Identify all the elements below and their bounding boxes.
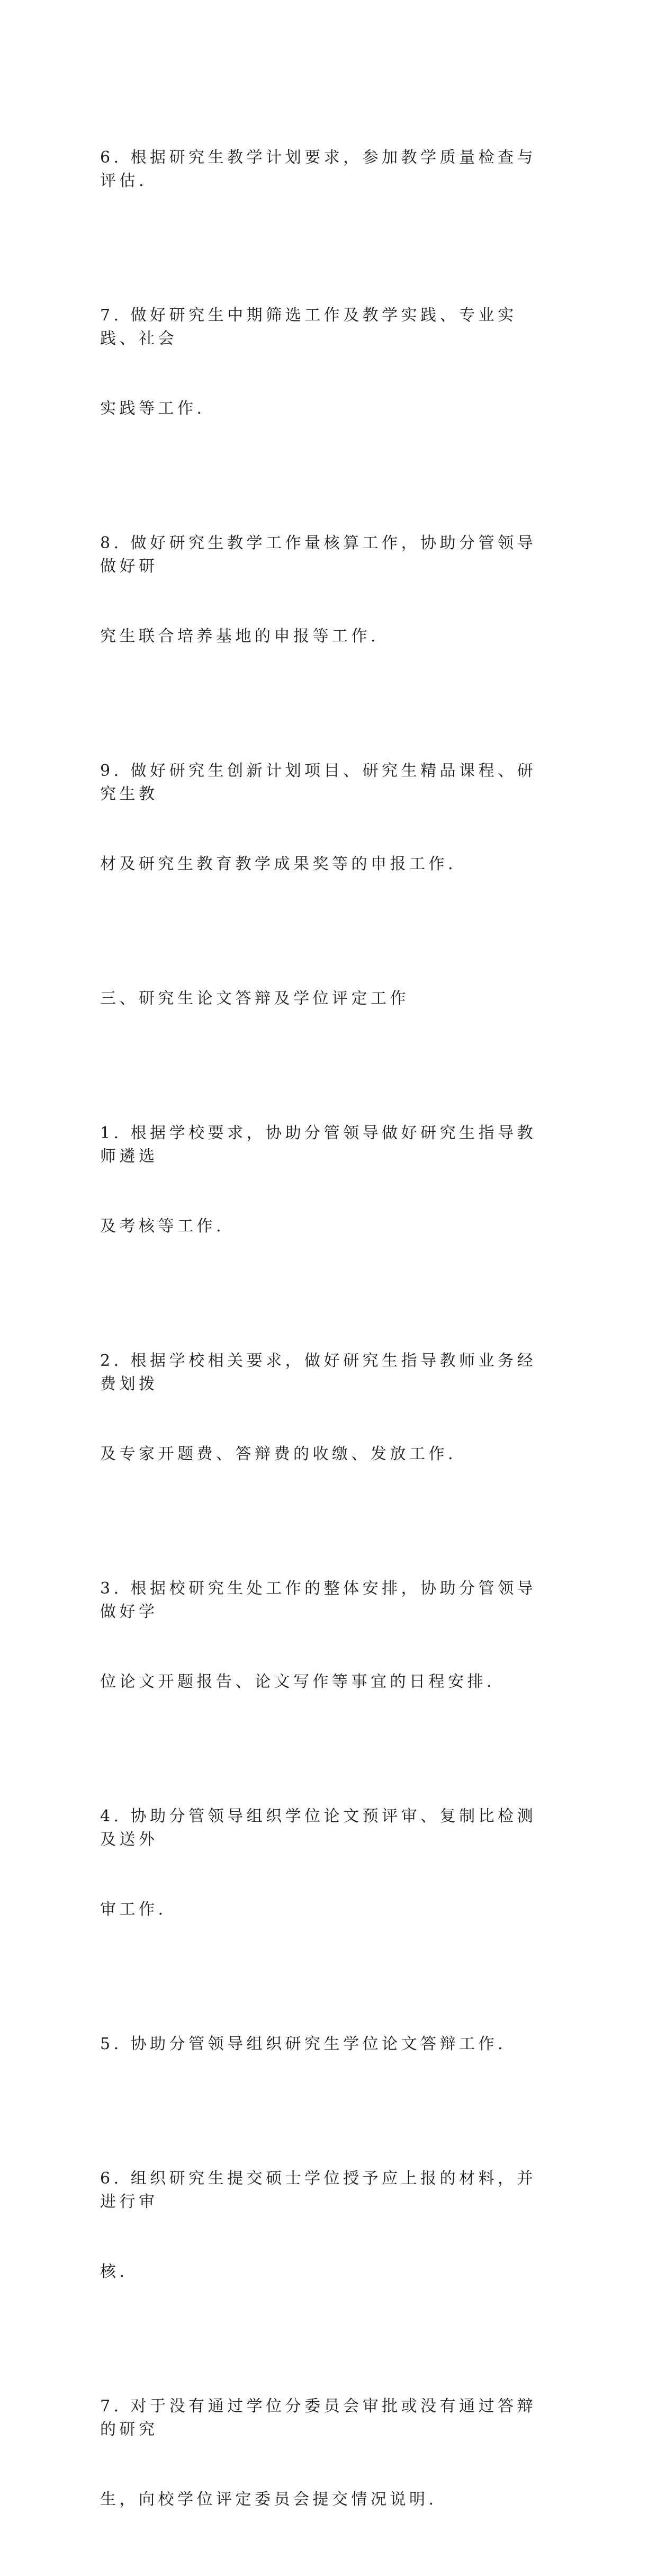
paragraph-line: 1. 根据学校要求，协助分管领导做好研究生指导教师遴选 [100,1124,537,1166]
paragraph-line: 及考核等工作. [100,1217,225,1236]
paragraph-line: 8. 做好研究生教学工作量核算工作，协助分管领导做好研 [100,534,537,576]
paragraph-line: 6. 根据研究生教学计划要求，参加教学质量检查与评估. [100,148,537,190]
section-heading-text: 三、研究生论文答辩及学位评定工作 [100,989,409,1008]
document-body [100,100,550,2576]
paragraph-line: 究生联合培养基地的申报等工作. [100,627,380,646]
paragraph-item-8 [100,485,550,695]
paragraph-line: 实践等工作. [100,399,205,418]
paragraph-item-4 [100,1758,550,1968]
paragraph-line: 核. [100,2262,128,2281]
paragraph-line: 4. 协助分管领导组织学位论文预评审、复制比检测及送外 [100,1807,537,1849]
paragraph-item-1 [100,1075,550,1285]
paragraph-line: 9. 做好研究生创新计划项目、研究生精品课程、研究生教 [100,762,537,803]
paragraph-line: 7. 做好研究生中期筛选工作及教学实践、专业实践、社会 [100,306,517,348]
paragraph-item-7b [100,2348,550,2558]
paragraph-line: 生，向校学位评定委员会提交情况说明. [100,2490,437,2509]
paragraph-line: 2. 根据学校相关要求，做好研究生指导教师业务经费划拨 [100,1352,537,1393]
paragraph-line: 3. 根据校研究生处工作的整体安排，协助分管领导做好学 [100,1579,537,1621]
paragraph-item-6 [100,100,550,239]
paragraph-line: 5. 协助分管领导组织研究生学位论文答辩工作. [100,2035,507,2053]
paragraph-line: 6. 组织研究生提交硕士学位授予应上报的材料，并进行审 [100,2169,537,2211]
section-heading [100,941,550,1057]
paragraph-item-5 [100,1986,550,2103]
paragraph-line: 及专家开题费、答辩费的收缴、发放工作. [100,1445,457,1463]
paragraph-line: 位论文开题报告、论文写作等事宜的日程安排. [100,1672,496,1691]
paragraph-line: 审工作. [100,1900,167,1919]
paragraph-item-3 [100,1531,550,1740]
paragraph-item-7 [100,257,550,467]
paragraph-item-9 [100,713,550,923]
paragraph-line: 材及研究生教育教学成果奖等的申报工作. [100,855,457,873]
paragraph-item-6b [100,2121,550,2330]
paragraph-line: 7. 对于没有通过学位分委员会审批或没有通过答辩的研究 [100,2397,537,2439]
paragraph-item-2 [100,1303,550,1513]
